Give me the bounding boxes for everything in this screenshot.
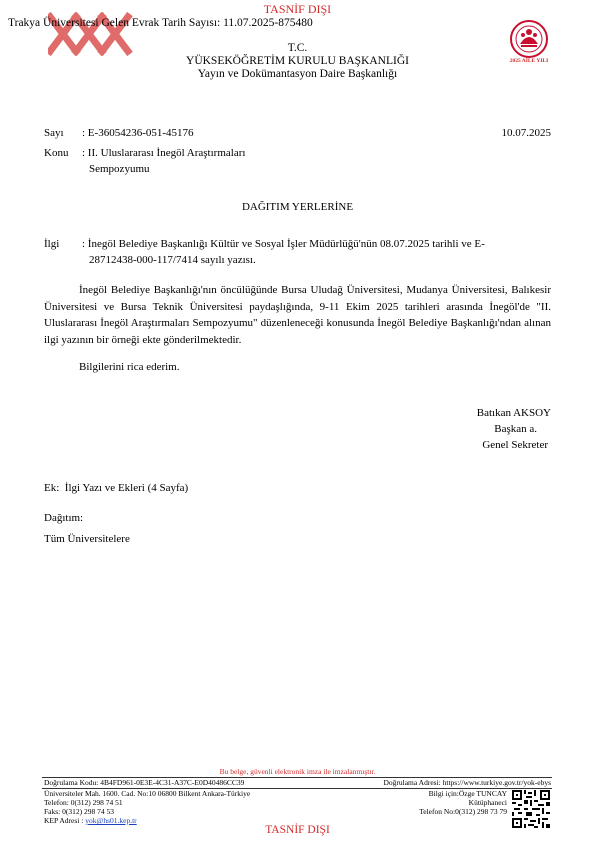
family-year-logo-icon xyxy=(505,18,553,60)
kep-link[interactable]: yok@hs01.kep.tr xyxy=(85,816,137,825)
verification-code: Doğrulama Kodu: 4B4FD961-0E3E-4C31-A37C-E0D40486CC39 xyxy=(44,778,245,787)
contact-role: Kütüphaneci xyxy=(468,798,507,807)
sayi-value: : E-36054236-051-45176 xyxy=(82,127,194,139)
footer-contact-block xyxy=(419,789,507,816)
ilgi-label: İlgi xyxy=(44,238,60,250)
distribution-recipients: Tüm Üniversitelere xyxy=(44,533,130,545)
ilgi-line2: 28712438-000-117/7414 sayılı yazısı. xyxy=(89,254,256,266)
signer-title2: Genel Sekreter xyxy=(482,439,548,451)
qr-code xyxy=(512,790,550,828)
letterhead-line1: T.C. xyxy=(287,42,308,54)
distribution-label: Dağıtım: xyxy=(44,512,84,524)
document-date: 10.07.2025 xyxy=(501,127,551,139)
footer-phone: Telefon: 0(312) 298 74 51 xyxy=(44,798,123,807)
body-paragraph: İnegöl Belediye Başkanlığı'nın öncülüğünde Bursa Uludağ Üniversitesi, Mudanya Üniversitesi, Balıkesir Üniversitesi ve Bursa Teknik Üniversitesi paydaşlığında, 9-11 Ekim 2025 tarihleri arasında İnegöl'de "II. Uluslararası İnegöl Araştırmaları Sempozyumu" düzenleneceği konusunda İnegöl Belediye Başkanlığı'ndan alınan ilgi yazının bir örneği ekte gönderilmektedir. xyxy=(44,284,551,346)
footer-kep: KEP Adresi : yok@hs01.kep.tr xyxy=(44,816,137,825)
verification-address: Doğrulama Adresi: https://www.turkiye.gov.tr/yok-ebys xyxy=(383,778,551,787)
konu-value: : II. Uluslararası İnegöl Araştırmaları xyxy=(82,147,246,159)
classification-footer: TASNİF DIŞI xyxy=(265,824,330,836)
letterhead-line2: YÜKSEKÖĞRETİM KURULU BAŞKANLIĞI xyxy=(186,55,409,67)
footer-address-block xyxy=(44,789,250,825)
konu-label: Konu xyxy=(44,147,69,159)
ilgi-line1: : İnegöl Belediye Başkanlığı Kültür ve Sosyal İşler Müdürlüğü'nün 08.07.2025 tarihli ve E- xyxy=(82,238,485,250)
letterhead-line3: Yayın ve Dokümantasyon Daire Başkanlığı xyxy=(197,68,398,80)
signer-title1: Başkan a. xyxy=(494,423,537,435)
closing-line: Bilgilerini rica ederim. xyxy=(79,361,180,373)
esign-note: Bu belge, güvenli elektronik imza ile imzalanmıştır. xyxy=(219,767,376,776)
distribution-title: DAĞITIM YERLERİNE xyxy=(241,201,354,213)
receipt-stamp: Trakya Üniversitesi Gelen Evrak Tarih Sayısı: 11.07.2025-875480 xyxy=(8,17,313,29)
contact-phone: Telefon No:0(312) 298 73 79 xyxy=(419,807,507,816)
footer-address: Üniversiteler Mah. 1600. Cad. No:10 06800 Bilkent Ankara-Türkiye xyxy=(44,789,251,798)
attachment-line: Ek: İlgi Yazı ve Ekleri (4 Sayfa) xyxy=(44,482,189,494)
contact-info: Bilgi için:Özge TUNCAY xyxy=(428,789,507,798)
aile-yili-emblem xyxy=(505,18,553,68)
konu-value-cont: Sempozyumu xyxy=(89,163,150,175)
classification-header: TASNİF DIŞI xyxy=(263,2,332,16)
qr-code-icon xyxy=(512,790,550,828)
sayi-label: Sayı xyxy=(44,127,64,139)
footer-fax: Faks: 0(312) 298 74 53 xyxy=(44,807,114,816)
signer-name: Batıkan AKSOY xyxy=(476,407,551,419)
signature-block xyxy=(401,405,551,453)
emblem-caption: 2025 AİLE YILI xyxy=(509,58,549,64)
